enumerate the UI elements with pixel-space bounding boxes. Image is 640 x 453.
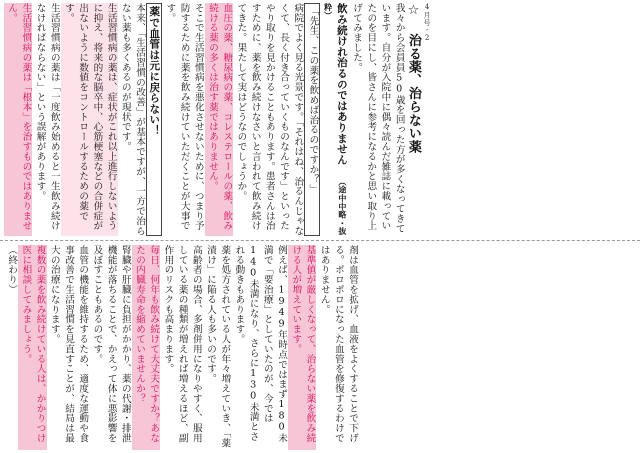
body-paragraph-4: 生活習慣病の薬は、症状がこれ以上進行しないように抑え、将来的な脳卒中、心筋梗塞などの合併症が出ないように数値をコントロールするための薬です。 xyxy=(61,3,118,236)
bottom-paragraph-6: 血管の機能を維持するため、適度な運動や食事改善で生活習慣を見直すことが、結局は最大の治療になります。 xyxy=(48,245,89,443)
subheading-note: （途中中略・抜粋） xyxy=(323,3,347,236)
bottom-paragraph-3: 薬を処方されている人が年々増えていき、「薬漬け」に陥る人も多いのです。 xyxy=(205,245,231,449)
bottom-highlight-2: 毎日、何年も飲み続けて大丈夫ですか？あなたの内臓寿命を縮めていませんか？ xyxy=(132,245,160,450)
highlight-paragraph-2: 生活習慣病の薬は「根本」を治すものではありません。 xyxy=(4,3,32,236)
bottom-highlight-3: 複数の薬を飲み続けている人は、かかりつけ医に相談してみましょう。 xyxy=(18,245,46,450)
body-paragraph-3: 本来、「生活習慣の改善」が基本ですが、一方で治らない薬も多くあるのが現状です。 xyxy=(119,3,146,236)
top-section xyxy=(4,3,636,236)
quote-paragraph: 「先生、この薬を飲めば治るのですか？」 xyxy=(304,3,320,236)
bottom-vertical-text xyxy=(4,245,359,450)
section-heading: 薬で血管は元に戻らない！ xyxy=(146,3,162,236)
end-mark: （終わり） xyxy=(6,245,18,295)
bottom-section xyxy=(4,245,636,450)
bottom-paragraph-2: 例えば、1949年時点ではまず180未満で「要治療」としていたのが、今では140未満になり、さらに130未満とされる動きもあります。 xyxy=(233,245,288,443)
bottom-highlight-1: 基準値が厳しくなって、治らない薬を飲み続ける人が増えています。 xyxy=(288,245,316,450)
body-paragraph-1: 病院でよく見る光景です。「それはね、治るんじゃなくて、長く付き合っていくものなんです」といったやり取りを見かけることもあります。患者さんは治すために、薬を飲み続けなさいと言われて飲み続けてきた。果たして実はどうなのでしょうか。 xyxy=(235,3,304,236)
bottom-paragraph-4: 高齢者の場合、多剤併用になりやすく、服用している薬の種類が増えれば増えるほど、副作用のリスクも高まります。 xyxy=(162,245,202,443)
body-paragraph-5: 生活習慣病の薬は「一度飲み始めると一生飲み続けなければならない」という誤解があります。 xyxy=(34,3,60,231)
subheading-text: 飲み続けれ治るのではありません xyxy=(335,3,348,165)
bottom-paragraph-1: 剤は血管を拡げ、血液をよくすることで下げる。ポロポロになった血管を修復するわけではありません。 xyxy=(318,245,359,443)
section-divider xyxy=(0,240,640,241)
bottom-paragraph-5: 腎臓や肝臓に負担がかかり、薬の代謝・排泄機能が落ちることで、かえって体に悪影響を及ぼすこともあるのです。 xyxy=(91,245,131,443)
top-vertical-text xyxy=(4,3,434,236)
article-title: ☆ 治る薬、治らない薬 xyxy=(405,3,421,154)
body-paragraph-2: そこで生活習慣病を悪化させないために、つまり予防するために薬を飲み続けていただくことが大事です。 xyxy=(164,3,204,231)
subheading xyxy=(320,3,348,236)
intro-paragraph: 我々から会員員50歳を回った方が多くなってきています。自分が入院中に偶々読んだ雑誌に載っていたのを目にし、皆さんに参考になるかと思い取り上げてみました。 xyxy=(351,3,405,234)
page-label: 4月号-2 xyxy=(423,3,432,43)
highlight-paragraph-1: 血圧の薬、糖尿病の薬、コレステロールの薬、飲み続ける薬の多くは治す薬ではありません。 xyxy=(205,3,233,236)
